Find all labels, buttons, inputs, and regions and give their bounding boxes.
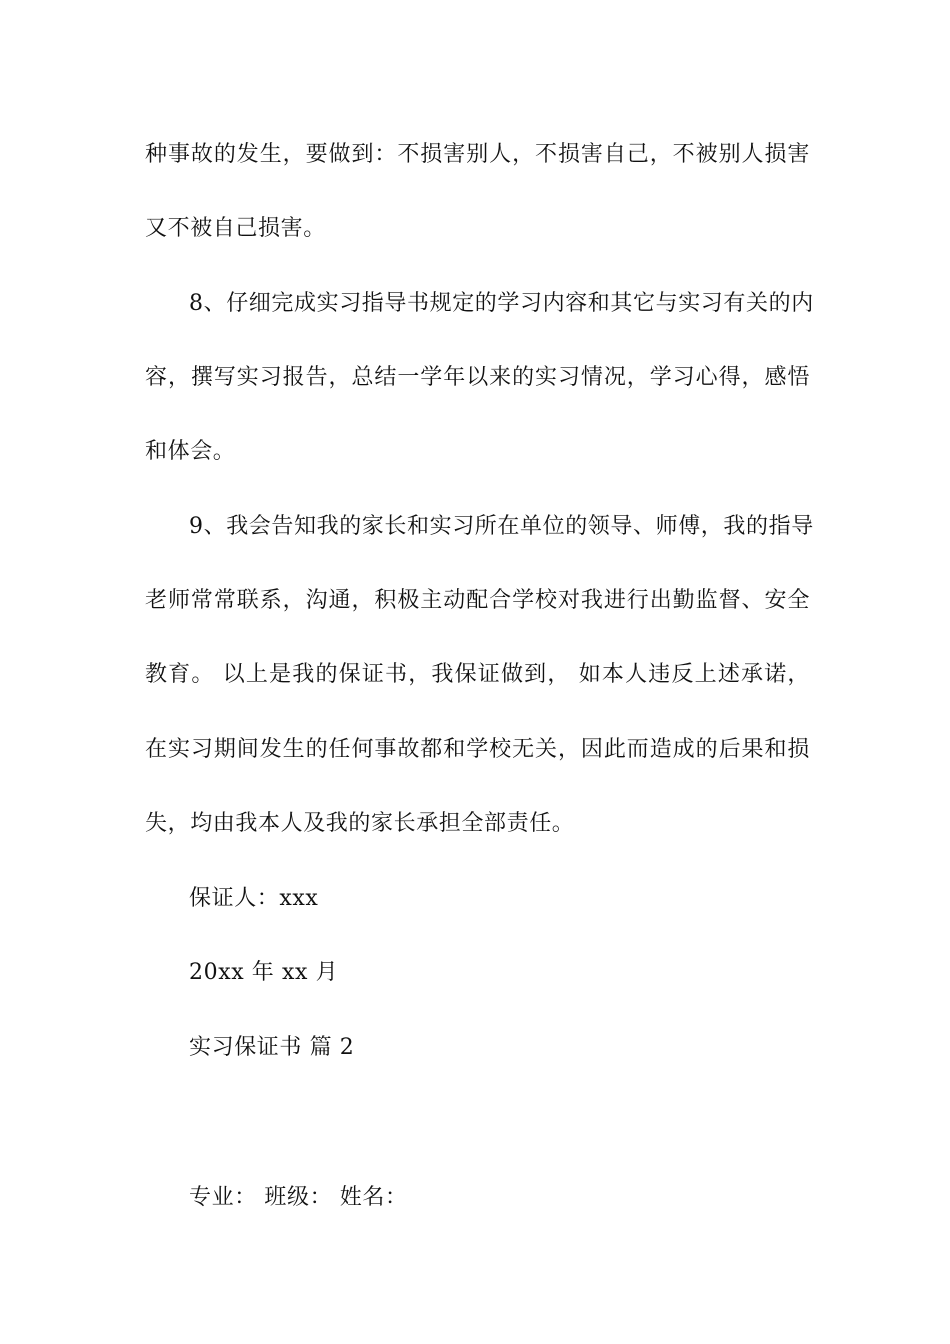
paragraph-line: 又不被自己损害。	[145, 216, 326, 241]
section-title: 实习保证书 篇 2	[189, 1035, 355, 1060]
form-fields-line: 专业： 班级： 姓名：	[189, 1185, 408, 1210]
paragraph-line: 老师常常联系，沟通，积极主动配合学校对我进行出勤监督、安全	[145, 588, 810, 613]
paragraph-line: 失，均由我本人及我的家长承担全部责任。	[145, 811, 575, 836]
paragraph-line: 8、仔细完成实习指导书规定的学习内容和其它与实习有关的内	[189, 291, 814, 316]
paragraph-line: 和体会。	[145, 439, 236, 464]
paragraph-line: 容，撰写实习报告，总结一学年以来的实习情况，学习心得，感悟	[145, 365, 810, 390]
paragraph-line: 种事故的发生，要做到：不损害别人，不损害自己，不被别人损害	[145, 142, 810, 167]
paragraph-line: 9、我会告知我的家长和实习所在单位的领导、师傅，我的指导	[189, 514, 814, 539]
paragraph-line: 在实习期间发生的任何事故都和学校无关，因此而造成的后果和损	[145, 737, 810, 762]
paragraph-line: 教育。 以上是我的保证书，我保证做到， 如本人违反上述承诺，	[145, 662, 810, 687]
date-line: 20xx 年 xx 月	[189, 960, 339, 985]
guarantor-line: 保证人：xxx	[189, 886, 319, 911]
